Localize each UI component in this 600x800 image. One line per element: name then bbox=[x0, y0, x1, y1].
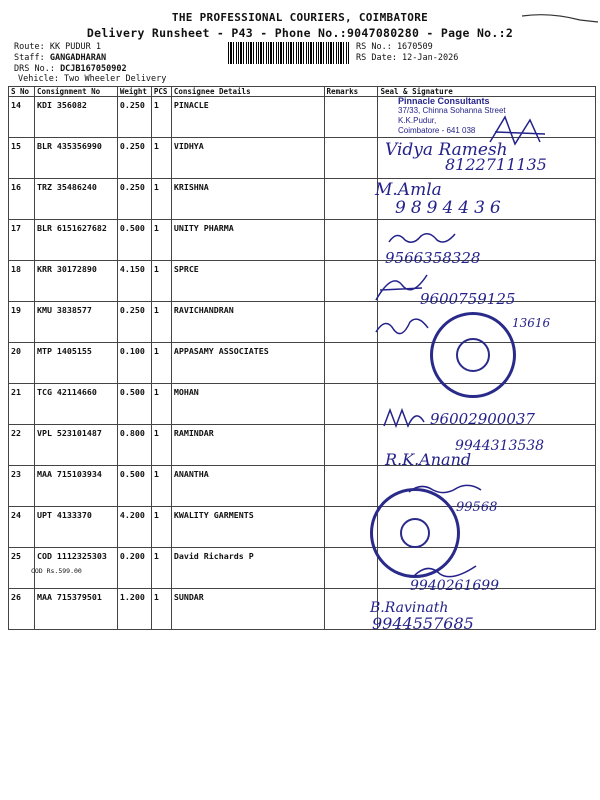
stamp-line: K.K.Pudur, bbox=[398, 116, 437, 125]
row-pcs: 1 bbox=[151, 548, 171, 589]
stamp-line: Pinnacle Consultants bbox=[398, 96, 490, 106]
signature-17 bbox=[385, 228, 465, 248]
table-row bbox=[9, 589, 596, 630]
staff-label: Staff: bbox=[14, 53, 50, 63]
row-remarks bbox=[324, 97, 378, 138]
row-sno: 26 bbox=[9, 589, 35, 630]
row-consignee: SUNDAR bbox=[171, 589, 324, 630]
table-row bbox=[9, 466, 596, 507]
table-row bbox=[9, 548, 596, 589]
route-text: Route: KK PUDUR 1 bbox=[14, 42, 101, 52]
rs-number: RS No.: 1670509 bbox=[356, 42, 433, 52]
stamp-line: Coimbatore - 641 038 bbox=[398, 126, 476, 135]
row-sno: 21 bbox=[9, 384, 35, 425]
row-sno: 22 bbox=[9, 425, 35, 466]
col-seal: Seal & Signature bbox=[378, 87, 596, 97]
row-pcs: 1 bbox=[151, 220, 171, 261]
col-sno: S No bbox=[9, 87, 35, 97]
row-weight: 0.250 bbox=[117, 179, 151, 220]
row-sno: 25 bbox=[9, 548, 35, 589]
rs-date: RS Date: 12-Jan-2026 bbox=[356, 53, 459, 63]
drs-line bbox=[14, 64, 127, 74]
row-remarks bbox=[324, 302, 378, 343]
signature-21 bbox=[380, 404, 430, 432]
row-remarks bbox=[324, 179, 378, 220]
row-consignee: RAMINDAR bbox=[171, 425, 324, 466]
signature-26: B.Ravinath bbox=[370, 600, 449, 616]
row-pcs: 1 bbox=[151, 343, 171, 384]
col-weight: Weight bbox=[117, 87, 151, 97]
row-consignee: MOHAN bbox=[171, 384, 324, 425]
phone-22: 9944313538 bbox=[455, 438, 545, 454]
phone-16: 9894436 bbox=[395, 198, 506, 218]
row-pcs: 1 bbox=[151, 97, 171, 138]
pen-mark bbox=[520, 4, 600, 24]
row-consignment: KRR 30172890 bbox=[34, 261, 117, 302]
col-consignee: Consignee Details bbox=[171, 87, 324, 97]
signature-19 bbox=[372, 312, 432, 342]
row-weight: 0.250 bbox=[117, 302, 151, 343]
row-consignment: KDI 356082 bbox=[34, 97, 117, 138]
row-consignment bbox=[30, 548, 117, 589]
row-sno: 16 bbox=[9, 179, 35, 220]
signature-15: Vidya Ramesh bbox=[385, 140, 508, 160]
stamp-line: 37/33, Chinna Sohanna Street bbox=[398, 106, 506, 115]
row-consignment: UPT 4133370 bbox=[34, 507, 117, 548]
phone-18: 9600759125 bbox=[420, 290, 516, 308]
row-consignment: MAA 715103934 bbox=[34, 466, 117, 507]
row-consignment: TCG 42114660 bbox=[34, 384, 117, 425]
row-remarks bbox=[324, 425, 378, 466]
table-row bbox=[9, 179, 596, 220]
row-sno: 23 bbox=[9, 466, 35, 507]
row-consignee: KWALITY GARMENTS bbox=[171, 507, 324, 548]
phone-15: 8122711135 bbox=[445, 155, 547, 174]
row-sno: 17 bbox=[9, 220, 35, 261]
phone-21: 96002900037 bbox=[430, 410, 535, 428]
row-remarks bbox=[324, 548, 378, 589]
row-consignee: David Richards P bbox=[171, 548, 324, 589]
row-consignee: UNITY PHARMA bbox=[171, 220, 324, 261]
vehicle-text: Vehicle: Two Wheeler Delivery bbox=[18, 74, 167, 84]
row-sno: 15 bbox=[9, 138, 35, 179]
row-remarks bbox=[324, 343, 378, 384]
col-remarks: Remarks bbox=[324, 87, 378, 97]
staff-name: GANGADHARAN bbox=[49, 53, 107, 63]
row-sno: 14 bbox=[9, 97, 35, 138]
cod-amount: COD Rs.599.00 bbox=[30, 567, 82, 575]
row-sno: 24 bbox=[9, 507, 35, 548]
row-consignment-number: COD 1112325303 bbox=[36, 551, 107, 561]
row-remarks bbox=[324, 138, 378, 179]
row-consignee: VIDHYA bbox=[171, 138, 324, 179]
row-consignment: MTP 1405155 bbox=[34, 343, 117, 384]
row-sno: 20 bbox=[9, 343, 35, 384]
staff-line bbox=[14, 53, 106, 63]
row-weight: 0.250 bbox=[117, 97, 151, 138]
phone-19: 13616 bbox=[512, 316, 551, 330]
phone-24: 99568 bbox=[456, 500, 498, 515]
company-title: THE PROFESSIONAL COURIERS, COIMBATORE bbox=[171, 11, 429, 24]
stamp-center bbox=[456, 338, 490, 372]
row-consignment: KMU 3838577 bbox=[34, 302, 117, 343]
row-remarks bbox=[324, 384, 378, 425]
row-pcs: 1 bbox=[151, 138, 171, 179]
row-consignee: ANANTHA bbox=[171, 466, 324, 507]
table-row bbox=[9, 507, 596, 548]
phone-26: 9944557685 bbox=[372, 614, 474, 633]
table-row bbox=[9, 220, 596, 261]
row-consignment: TRZ 35486240 bbox=[34, 179, 117, 220]
row-pcs: 1 bbox=[151, 425, 171, 466]
col-consignment: Consignment No bbox=[34, 87, 117, 97]
row-remarks bbox=[324, 220, 378, 261]
drs-label: DRS No.: bbox=[14, 64, 61, 74]
row-consignment: BLR 435356990 bbox=[34, 138, 117, 179]
barcode-image bbox=[228, 42, 350, 64]
row-pcs: 1 bbox=[151, 507, 171, 548]
row-sno: 18 bbox=[9, 261, 35, 302]
row-consignee: APPASAMY ASSOCIATES bbox=[171, 343, 324, 384]
phone-17: 9566358328 bbox=[385, 249, 481, 267]
col-pcs: PCS bbox=[151, 87, 171, 97]
table-header-row bbox=[9, 87, 596, 97]
row-consignment: MAA 715379501 bbox=[34, 589, 117, 630]
row-weight: 1.200 bbox=[117, 589, 151, 630]
row-pcs: 1 bbox=[151, 261, 171, 302]
row-consignee: PINACLE bbox=[171, 97, 324, 138]
row-consignee: KRISHNA bbox=[171, 179, 324, 220]
row-pcs: 1 bbox=[151, 589, 171, 630]
row-pcs: 1 bbox=[151, 302, 171, 343]
row-pcs: 1 bbox=[151, 466, 171, 507]
row-remarks bbox=[324, 261, 378, 302]
row-consignee: RAVICHANDRAN bbox=[171, 302, 324, 343]
row-pcs: 1 bbox=[151, 384, 171, 425]
row-weight: 0.200 bbox=[117, 548, 151, 589]
row-weight: 4.200 bbox=[117, 507, 151, 548]
row-weight: 0.100 bbox=[117, 343, 151, 384]
runsheet-title: Delivery Runsheet - P43 - Phone No.:9047080280 - Page No.:2 bbox=[86, 26, 514, 40]
signature-22: R.K.Anand bbox=[385, 450, 472, 469]
phone-25: 9940261699 bbox=[410, 578, 500, 594]
row-consignment: BLR 6151627682 bbox=[34, 220, 117, 261]
stamp-center bbox=[400, 518, 430, 548]
row-weight: 0.250 bbox=[117, 138, 151, 179]
row-weight: 0.500 bbox=[117, 384, 151, 425]
row-pcs: 1 bbox=[151, 179, 171, 220]
row-consignee: SPRCE bbox=[171, 261, 324, 302]
row-weight: 4.150 bbox=[117, 261, 151, 302]
round-stamp bbox=[430, 312, 516, 398]
row-sno: 19 bbox=[9, 302, 35, 343]
row-weight: 0.500 bbox=[117, 466, 151, 507]
row-weight: 0.500 bbox=[117, 220, 151, 261]
drs-number: DCJB167050902 bbox=[60, 64, 127, 74]
row-consignment: VPL 523101487 bbox=[34, 425, 117, 466]
signature-16: M.Amla bbox=[375, 180, 442, 200]
row-remarks bbox=[324, 466, 378, 507]
row-weight: 0.800 bbox=[117, 425, 151, 466]
